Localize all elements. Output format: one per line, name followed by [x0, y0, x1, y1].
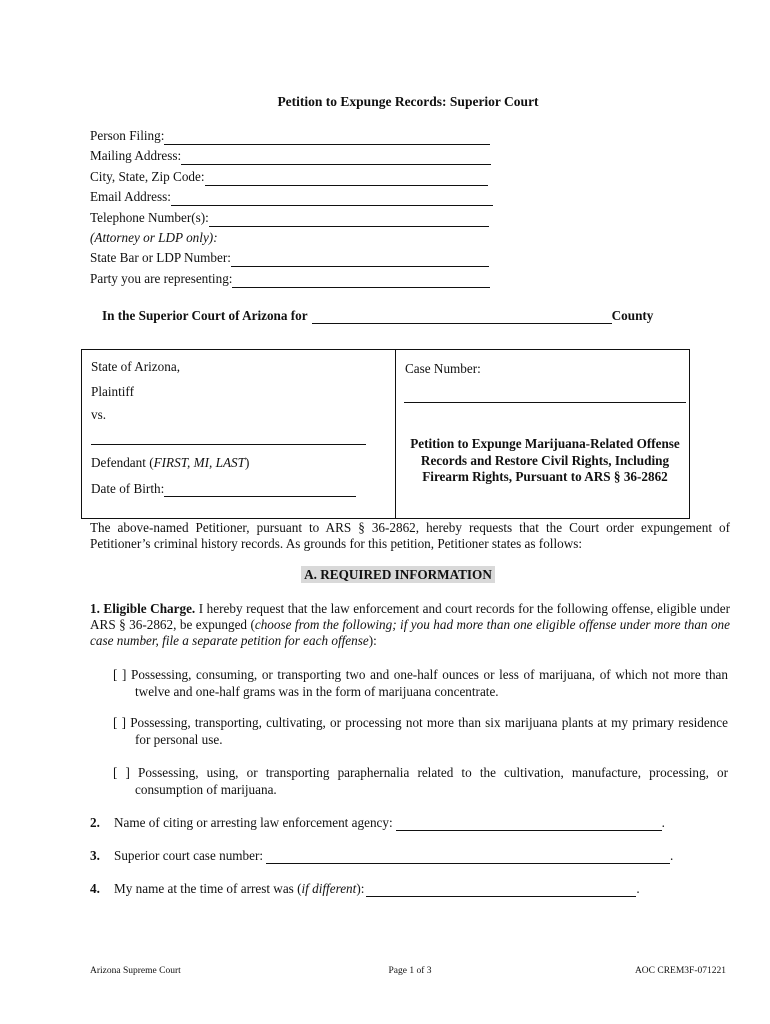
- mailing-address-field[interactable]: [181, 151, 491, 165]
- telephone-field[interactable]: [209, 213, 489, 227]
- name-at-arrest-field[interactable]: [366, 883, 636, 897]
- person-filing-label: Person Filing:: [90, 128, 165, 143]
- question-4-number: 4.: [90, 881, 100, 896]
- item-1-text: I hereby request that the law enforcement and court records for the following offense, eligible under ARS § 36-2862, be expunged (: [90, 601, 730, 632]
- option-possession-text: [ ] Possessing, consuming, or transporting two and one-half ounces or less of marijuana, of which not more than twelve and one-half grams was in the form of marijuana concentrate.: [113, 667, 728, 699]
- county-field[interactable]: [312, 310, 612, 324]
- option-paraphernalia-text: [ ] Possessing, using, or transporting paraphernalia related to the cultivation, manufacture, processing, or consumption of marijuana.: [113, 765, 728, 797]
- versus-label: vs.: [91, 407, 107, 422]
- question-3-number: 3.: [90, 848, 100, 863]
- question-3-row: [90, 846, 673, 864]
- item-1-italic: choose from the following; if you had more than one eligible offense under more than one case number, file a separate petition for each offense: [90, 617, 730, 648]
- person-filing-row: [90, 127, 490, 145]
- court-line-suffix: County: [611, 308, 654, 323]
- telephone-row: [90, 209, 489, 227]
- party-representing-field[interactable]: [232, 274, 490, 288]
- case-number-label: Case Number:: [405, 361, 481, 376]
- defendant-label-a: Defendant (: [91, 455, 154, 470]
- footer-left: Arizona Supreme Court: [90, 966, 181, 976]
- plaintiff-role: Plaintiff: [91, 384, 134, 399]
- option-cultivation-text: [ ] Possessing, transporting, cultivating, or processing not more than six marijuana plants at my primary residence for personal use.: [113, 715, 728, 747]
- footer-form-code: AOC CREM3F-071221: [634, 966, 726, 976]
- person-filing-field[interactable]: [164, 131, 490, 145]
- option-cultivation-checkbox[interactable]: [113, 714, 728, 748]
- section-a-title: A. REQUIRED INFORMATION: [301, 566, 495, 583]
- court-line: [102, 306, 653, 324]
- party-representing-label: Party you are representing:: [90, 271, 233, 286]
- state-bar-field[interactable]: [231, 253, 489, 267]
- footer-page-number: Page 1 of 3: [388, 966, 432, 976]
- option-possession-checkbox[interactable]: [113, 666, 728, 700]
- email-field[interactable]: [171, 192, 493, 206]
- case-number-field[interactable]: [404, 388, 686, 403]
- city-state-zip-row: [90, 168, 488, 186]
- question-4-label-a: My name at the time of arrest was (: [114, 881, 302, 896]
- question-2-end: .: [661, 815, 665, 830]
- defendant-label-b: FIRST, MI, LAST: [153, 455, 245, 470]
- attorney-note: (Attorney or LDP only):: [90, 230, 218, 245]
- caption-divider: [395, 350, 396, 518]
- document-title: Petition to Expunge Records: Superior Court: [277, 94, 539, 109]
- agency-name-field[interactable]: [396, 817, 662, 831]
- question-2-number: 2.: [90, 815, 100, 830]
- question-4-end: .: [636, 881, 640, 896]
- dob-row: [91, 481, 356, 497]
- question-3-label: Superior court case number:: [114, 848, 264, 863]
- dob-field[interactable]: [164, 483, 356, 497]
- question-4-label-c: ):: [356, 881, 365, 896]
- question-4-row: [90, 879, 640, 897]
- dob-label: Date of Birth:: [91, 481, 165, 496]
- section-a-heading: [0, 567, 770, 583]
- mailing-address-label: Mailing Address:: [90, 148, 182, 163]
- state-bar-label: State Bar or LDP Number:: [90, 250, 231, 265]
- defendant-label-c: ): [244, 455, 250, 470]
- item-1-end: ):: [368, 633, 377, 648]
- email-row: [90, 188, 493, 206]
- city-state-zip-field[interactable]: [205, 172, 488, 186]
- question-2-label: Name of citing or arresting law enforcement agency:: [114, 815, 393, 830]
- item-1-lead: 1. Eligible Charge.: [90, 601, 196, 616]
- state-bar-row: [90, 249, 489, 267]
- superior-case-number-field[interactable]: [266, 850, 670, 864]
- city-state-zip-label: City, State, Zip Code:: [90, 169, 205, 184]
- intro-paragraph: The above-named Petitioner, pursuant to ARS § 36-2862, hereby requests that the Court order expungement of Petitioner’s criminal history records. As grounds for this petition, Petitioner states as follows:: [90, 520, 730, 551]
- question-2-row: [90, 813, 665, 831]
- mailing-address-row: [90, 147, 491, 165]
- telephone-label: Telephone Number(s):: [90, 210, 209, 225]
- question-4-label-b: if different: [301, 881, 357, 896]
- petition-title: Petition to Expunge Marijuana-Related Offense Records and Restore Civil Rights, Including Firearm Rights, Pursuant to ARS § 36-2862: [410, 436, 680, 484]
- court-line-prefix: In the Superior Court of Arizona for: [102, 308, 308, 323]
- defendant-name-field[interactable]: [91, 430, 366, 445]
- option-paraphernalia-checkbox[interactable]: [113, 764, 728, 798]
- plaintiff-name: State of Arizona,: [91, 359, 180, 374]
- email-label: Email Address:: [90, 189, 171, 204]
- question-3-end: .: [670, 848, 674, 863]
- defendant-label: [91, 455, 249, 471]
- case-caption-box: [81, 349, 690, 519]
- party-representing-row: [90, 270, 490, 288]
- item-1-paragraph: [90, 601, 730, 649]
